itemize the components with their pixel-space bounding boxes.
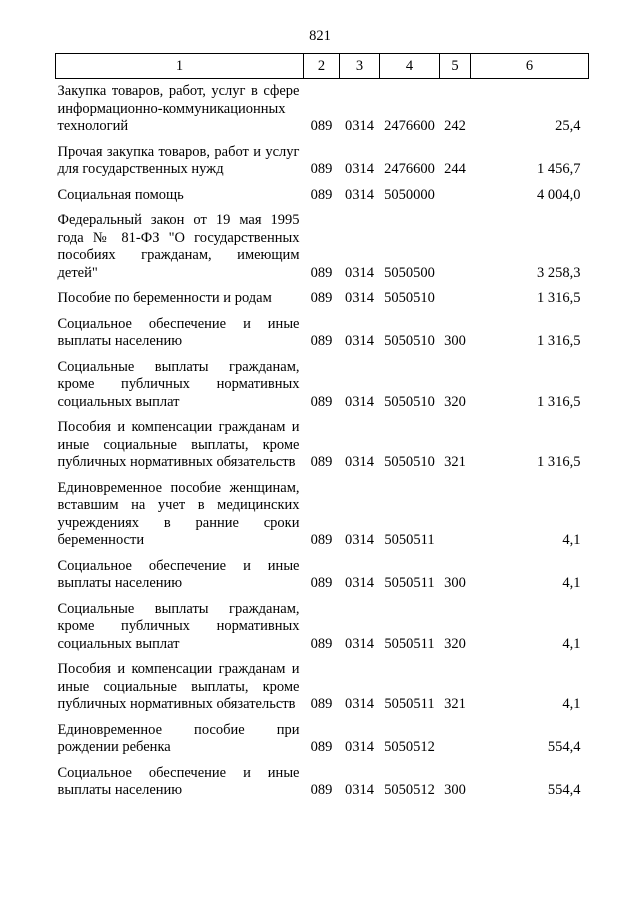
row-expense-type bbox=[440, 212, 471, 290]
row-amount: 4,1 bbox=[562, 696, 581, 712]
row-amount: 25,4 bbox=[555, 118, 581, 134]
row-target-code: 5050000 bbox=[384, 186, 435, 203]
table-row bbox=[56, 558, 589, 601]
row-section-code: 0314 bbox=[345, 696, 374, 712]
row-expense-type bbox=[440, 480, 471, 558]
row-target-code: 5050511 bbox=[384, 575, 435, 591]
row-ministry-code: 089 bbox=[310, 161, 333, 177]
row-description: Пособие по беременности и родам bbox=[57, 290, 272, 306]
table-row bbox=[56, 661, 589, 722]
row-section-code: 0314 bbox=[345, 264, 374, 281]
row-target-code: 5050511 bbox=[384, 696, 435, 712]
row-ministry-code: 089 bbox=[310, 575, 333, 591]
row-description: Единовременное пособие при рождении ребенка bbox=[57, 721, 300, 755]
header-col-2: 2 bbox=[304, 54, 340, 79]
row-target-code: 5050500 bbox=[384, 264, 435, 281]
row-description: Социальная помощь bbox=[57, 186, 184, 203]
row-ministry-code: 089 bbox=[310, 782, 333, 798]
row-target-code: 2476600 bbox=[384, 118, 435, 134]
row-amount: 1 316,5 bbox=[537, 333, 581, 349]
row-expense-type: 300 bbox=[444, 575, 466, 591]
row-amount: 4,1 bbox=[562, 635, 581, 652]
row-section-code: 0314 bbox=[345, 575, 374, 591]
row-expense-type: 242 bbox=[444, 118, 466, 134]
table-row bbox=[56, 144, 589, 187]
row-section-code: 0314 bbox=[345, 532, 374, 548]
row-expense-type: 320 bbox=[444, 635, 466, 652]
row-ministry-code: 089 bbox=[310, 532, 333, 548]
row-ministry-code: 089 bbox=[310, 290, 333, 306]
row-target-code: 5050512 bbox=[384, 739, 435, 755]
table-row bbox=[56, 601, 589, 662]
row-description: Прочая закупка товаров, работ и услуг для государственных нужд bbox=[57, 143, 300, 177]
row-ministry-code: 089 bbox=[310, 186, 333, 203]
table-row bbox=[56, 765, 589, 808]
row-target-code: 5050512 bbox=[384, 782, 435, 798]
row-expense-type bbox=[440, 290, 471, 316]
row-amount: 1 316,5 bbox=[537, 393, 581, 410]
row-target-code: 2476600 bbox=[384, 161, 435, 177]
row-ministry-code: 089 bbox=[310, 393, 333, 410]
header-col-5: 5 bbox=[440, 54, 471, 79]
row-ministry-code: 089 bbox=[310, 454, 333, 470]
row-ministry-code: 089 bbox=[310, 333, 333, 349]
row-ministry-code: 089 bbox=[310, 264, 333, 281]
row-section-code: 0314 bbox=[345, 186, 374, 203]
row-description: Единовременное пособие женщинам, вставшим на учет в медицинских учреждениях в ранние сроки беременности bbox=[57, 479, 300, 548]
row-amount: 4,1 bbox=[562, 532, 581, 548]
table-row bbox=[56, 316, 589, 359]
table-row bbox=[56, 290, 589, 316]
row-section-code: 0314 bbox=[345, 290, 374, 306]
row-target-code: 5050510 bbox=[384, 290, 435, 306]
row-expense-type: 320 bbox=[444, 393, 466, 410]
header-col-4: 4 bbox=[380, 54, 440, 79]
row-description: Пособия и компенсации гражданам и иные социальные выплаты, кроме публичных нормативных обязательств bbox=[57, 419, 300, 470]
row-description: Пособия и компенсации гражданам и иные социальные выплаты, кроме публичных нормативных обязательств bbox=[57, 661, 300, 712]
row-target-code: 5050511 bbox=[384, 532, 435, 548]
table-row bbox=[56, 79, 589, 144]
row-ministry-code: 089 bbox=[310, 635, 333, 652]
table-row bbox=[56, 359, 589, 420]
row-expense-type: 321 bbox=[444, 454, 466, 470]
row-section-code: 0314 bbox=[345, 635, 374, 652]
row-description: Социальное обеспечение и иные выплаты населению bbox=[57, 764, 300, 798]
row-section-code: 0314 bbox=[345, 739, 374, 755]
row-amount: 4 004,0 bbox=[537, 186, 581, 203]
row-section-code: 0314 bbox=[345, 454, 374, 470]
page-number: 821 bbox=[309, 28, 331, 44]
row-ministry-code: 089 bbox=[310, 118, 333, 134]
header-col-6: 6 bbox=[471, 54, 589, 79]
row-expense-type: 300 bbox=[444, 782, 466, 798]
row-expense-type bbox=[440, 722, 471, 765]
row-amount: 3 258,3 bbox=[537, 264, 581, 281]
row-amount: 1 456,7 bbox=[537, 161, 581, 177]
header-col-1: 1 bbox=[56, 54, 304, 79]
row-section-code: 0314 bbox=[345, 393, 374, 410]
row-section-code: 0314 bbox=[345, 118, 374, 134]
row-section-code: 0314 bbox=[345, 161, 374, 177]
header-row bbox=[56, 54, 589, 79]
table-row bbox=[56, 419, 589, 480]
table-row bbox=[56, 722, 589, 765]
table-row bbox=[56, 187, 589, 213]
row-target-code: 5050510 bbox=[384, 393, 435, 410]
row-expense-type: 300 bbox=[444, 333, 466, 349]
row-amount: 1 316,5 bbox=[537, 290, 581, 306]
row-description: Социальное обеспечение и иные выплаты населению bbox=[57, 557, 300, 591]
row-section-code: 0314 bbox=[345, 782, 374, 798]
row-amount: 4,1 bbox=[562, 575, 581, 591]
table-row bbox=[56, 212, 589, 290]
row-target-code: 5050510 bbox=[384, 454, 435, 470]
row-description: Социальные выплаты гражданам, кроме публичных нормативных социальных выплат bbox=[57, 358, 300, 410]
row-expense-type: 244 bbox=[444, 161, 466, 177]
row-ministry-code: 089 bbox=[310, 739, 333, 755]
row-description: Социальное обеспечение и иные выплаты населению bbox=[57, 315, 300, 349]
row-target-code: 5050510 bbox=[384, 333, 435, 349]
row-amount: 554,4 bbox=[547, 782, 581, 798]
row-amount: 1 316,5 bbox=[537, 454, 581, 470]
row-description: Федеральный закон от 19 мая 1995 года № 81-ФЗ "О государственных пособиях гражданам, имеющим детей" bbox=[57, 212, 300, 281]
row-amount: 554,4 bbox=[547, 739, 581, 755]
row-description: Социальные выплаты гражданам, кроме публичных нормативных социальных выплат bbox=[57, 600, 300, 652]
budget-table bbox=[55, 53, 589, 808]
row-target-code: 5050511 bbox=[384, 635, 435, 652]
row-expense-type: 321 bbox=[444, 696, 466, 712]
table-row bbox=[56, 480, 589, 558]
row-description: Закупка товаров, работ, услуг в сфере информационно-коммуникационных технологий bbox=[57, 83, 300, 134]
row-expense-type bbox=[440, 187, 471, 213]
row-ministry-code: 089 bbox=[310, 696, 333, 712]
header-col-3: 3 bbox=[340, 54, 380, 79]
row-section-code: 0314 bbox=[345, 333, 374, 349]
